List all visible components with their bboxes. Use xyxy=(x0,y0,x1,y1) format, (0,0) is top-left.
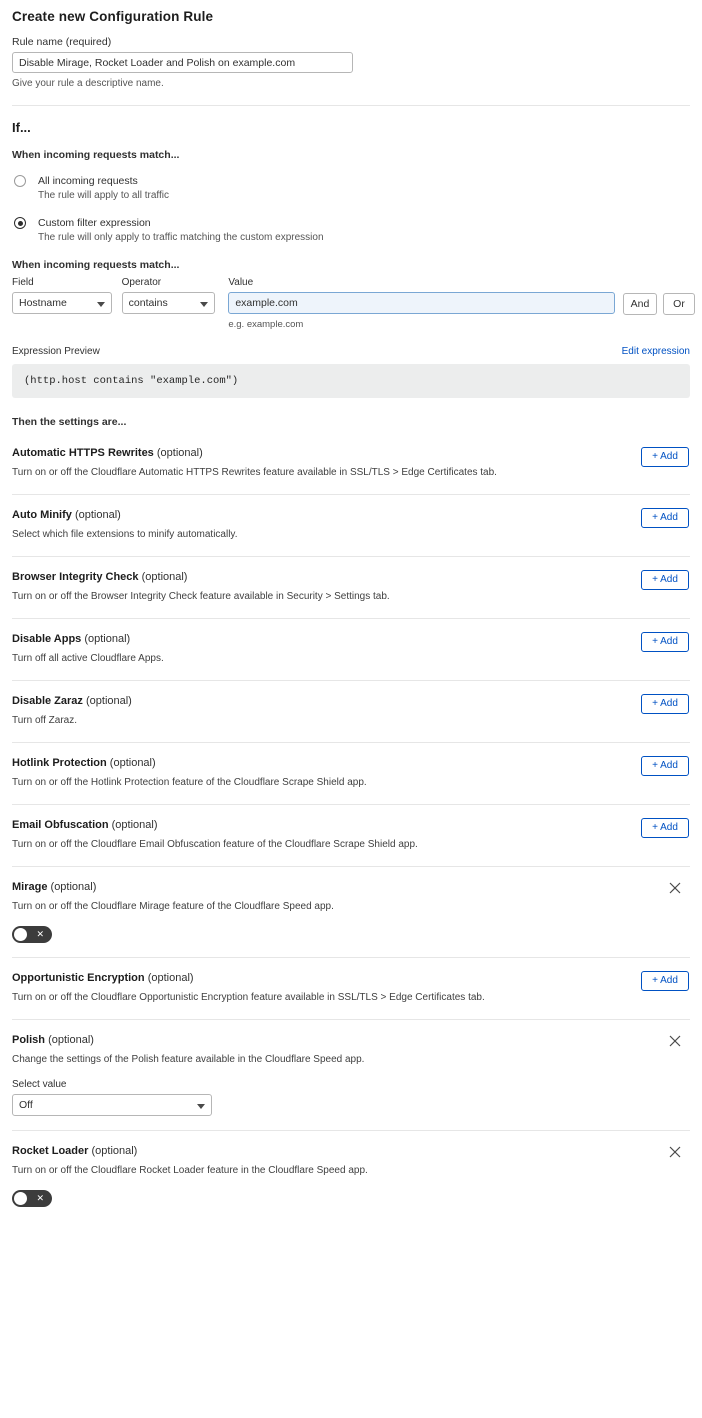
toggle-knob xyxy=(14,1192,27,1205)
setting-title xyxy=(12,881,690,893)
value-input[interactable] xyxy=(228,292,615,314)
setting-rocket-loader xyxy=(12,1130,690,1221)
toggle-knob xyxy=(14,928,27,941)
setting-optional: (optional) xyxy=(91,1145,138,1157)
setting-hotlink-protection xyxy=(12,742,690,804)
setting-title xyxy=(12,447,690,459)
setting-name: Mirage xyxy=(12,881,48,893)
expression-preview-header xyxy=(12,346,690,357)
radio-option-all-requests[interactable] xyxy=(12,174,695,203)
setting-description: Select which file extensions to minify automatically. xyxy=(12,529,238,540)
close-icon xyxy=(668,881,682,895)
setting-description: Turn off Zaraz. xyxy=(12,715,78,726)
setting-disable-zaraz xyxy=(12,680,690,742)
setting-name: Auto Minify xyxy=(12,509,72,521)
setting-mirage xyxy=(12,866,690,957)
operator-column xyxy=(122,277,216,314)
setting-optional: (optional) xyxy=(111,819,158,831)
radio-all-requests-desc: The rule will apply to all traffic xyxy=(38,190,169,201)
rule-name-label: Rule name (required) xyxy=(12,36,112,48)
polish-value-select[interactable] xyxy=(12,1094,212,1116)
setting-name: Disable Apps xyxy=(12,633,82,645)
setting-description: Turn on or off the Browser Integrity Check feature available in Security > Settings tab. xyxy=(12,591,390,602)
setting-title xyxy=(12,695,690,707)
setting-title xyxy=(12,757,690,769)
operator-select-value: contains xyxy=(128,297,168,309)
radio-option-custom-filter[interactable] xyxy=(12,216,695,245)
remove-setting-button[interactable] xyxy=(668,880,684,896)
chevron-down-icon xyxy=(97,302,105,307)
mirage-toggle[interactable] xyxy=(12,926,52,943)
page-title: Create new Configuration Rule xyxy=(12,9,214,24)
setting-optional: (optional) xyxy=(85,695,132,707)
setting-optional: (optional) xyxy=(74,509,121,521)
setting-description: Turn on or off the Hotlink Protection feature of the Cloudflare Scrape Shield app. xyxy=(12,777,367,788)
radio-custom-filter-desc: The rule will only apply to traffic matching the custom expression xyxy=(38,232,324,243)
setting-title xyxy=(12,819,690,831)
field-select[interactable] xyxy=(12,292,112,314)
setting-description: Turn on or off the Cloudflare Mirage feature of the Cloudflare Speed app. xyxy=(12,901,334,912)
chevron-down-icon xyxy=(197,1104,205,1109)
setting-title xyxy=(12,972,690,984)
field-select-value: Hostname xyxy=(19,297,67,309)
setting-description: Turn on or off the Cloudflare Automatic HTTPS Rewrites feature available in SSL/TLS > Edge Certificates tab. xyxy=(12,467,497,478)
close-icon xyxy=(668,1145,682,1159)
add-button[interactable]: + Add xyxy=(641,508,689,528)
setting-name: Rocket Loader xyxy=(12,1145,89,1157)
then-heading: Then the settings are... xyxy=(12,416,127,428)
value-column xyxy=(228,277,615,330)
operator-select[interactable] xyxy=(122,292,216,314)
setting-title xyxy=(12,1034,690,1046)
setting-optional: (optional) xyxy=(84,633,131,645)
close-icon xyxy=(668,1034,682,1048)
setting-description: Turn on or off the Cloudflare Opportunistic Encryption feature available in SSL/TLS > Edge Certificates tab. xyxy=(12,992,485,1003)
add-button[interactable]: + Add xyxy=(641,818,689,838)
setting-description: Turn on or off the Cloudflare Email Obfuscation feature of the Cloudflare Scrape Shield app. xyxy=(12,839,418,850)
logic-buttons xyxy=(615,277,695,315)
value-label: Value xyxy=(228,277,254,288)
setting-optional: (optional) xyxy=(141,571,188,583)
setting-optional: (optional) xyxy=(156,447,203,459)
setting-title xyxy=(12,509,690,521)
setting-title xyxy=(12,571,690,583)
radio-custom-filter-label: Custom filter expression xyxy=(38,217,151,229)
setting-title xyxy=(12,633,690,645)
setting-description: Change the settings of the Polish feature available in the Cloudflare Speed app. xyxy=(12,1054,365,1065)
edit-expression-link[interactable]: Edit expression xyxy=(621,346,690,357)
radio-all-requests-icon[interactable] xyxy=(14,175,26,187)
add-button[interactable]: + Add xyxy=(641,971,689,991)
setting-opportunistic-encryption xyxy=(12,957,690,1019)
remove-setting-button[interactable] xyxy=(668,1033,684,1049)
add-button[interactable]: + Add xyxy=(641,756,689,776)
setting-name: Hotlink Protection xyxy=(12,757,107,769)
toggle-off-icon: ✕ xyxy=(36,929,44,939)
add-button[interactable]: + Add xyxy=(641,570,689,590)
setting-name: Email Obfuscation xyxy=(12,819,109,831)
chevron-down-icon xyxy=(200,302,208,307)
expression-preview-label: Expression Preview xyxy=(12,346,100,357)
select-value-label: Select value xyxy=(12,1079,67,1090)
setting-name: Polish xyxy=(12,1034,46,1046)
if-heading: If... xyxy=(12,120,31,135)
setting-automatic-https-rewrites xyxy=(12,434,690,494)
setting-auto-minify xyxy=(12,494,690,556)
setting-name: Disable Zaraz xyxy=(12,695,83,707)
setting-title xyxy=(12,1145,690,1157)
add-button[interactable]: + Add xyxy=(641,694,689,714)
setting-email-obfuscation xyxy=(12,804,690,866)
builder-heading: When incoming requests match... xyxy=(12,259,180,271)
add-button[interactable]: + Add xyxy=(641,447,689,467)
rocket-loader-toggle[interactable] xyxy=(12,1190,52,1207)
filter-builder-row xyxy=(12,277,695,330)
setting-name: Browser Integrity Check xyxy=(12,571,139,583)
setting-optional: (optional) xyxy=(50,881,97,893)
setting-disable-apps xyxy=(12,618,690,680)
and-button[interactable]: And xyxy=(623,293,657,315)
setting-name: Automatic HTTPS Rewrites xyxy=(12,447,154,459)
setting-optional: (optional) xyxy=(147,972,194,984)
rule-name-input[interactable] xyxy=(12,52,353,73)
setting-description: Turn on or off the Cloudflare Rocket Loader feature in the Cloudflare Speed app. xyxy=(12,1165,368,1176)
field-column xyxy=(12,277,112,314)
setting-polish xyxy=(12,1019,690,1130)
setting-optional: (optional) xyxy=(48,1034,94,1046)
value-hint: e.g. example.com xyxy=(228,319,304,330)
add-button[interactable]: + Add xyxy=(641,632,689,652)
or-button[interactable]: Or xyxy=(663,293,695,315)
radio-all-requests-label: All incoming requests xyxy=(38,175,138,187)
setting-optional: (optional) xyxy=(109,757,156,769)
settings-list xyxy=(7,434,695,1221)
rule-name-hint: Give your rule a descriptive name. xyxy=(12,78,164,89)
remove-setting-button[interactable] xyxy=(668,1144,684,1160)
divider xyxy=(12,105,690,106)
expression-preview-box: (http.host contains "example.com") xyxy=(12,364,690,398)
setting-browser-integrity-check xyxy=(12,556,690,618)
toggle-off-icon: ✕ xyxy=(36,1193,44,1203)
operator-label: Operator xyxy=(121,277,162,288)
radio-custom-filter-icon[interactable] xyxy=(14,217,26,229)
field-label: Field xyxy=(12,277,34,288)
setting-description: Turn off all active Cloudflare Apps. xyxy=(12,653,164,664)
setting-name: Opportunistic Encryption xyxy=(12,972,145,984)
match-heading: When incoming requests match... xyxy=(12,149,180,161)
polish-value: Off xyxy=(19,1099,33,1111)
